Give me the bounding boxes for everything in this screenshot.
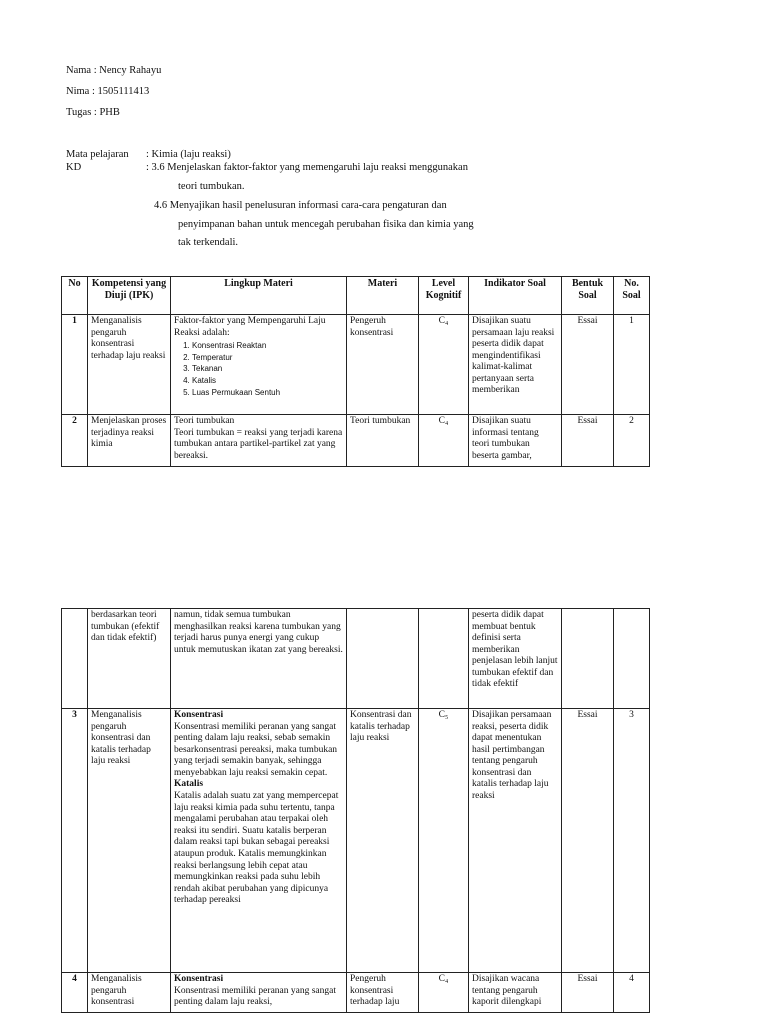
level-cell: C₅ [419,709,469,973]
ipk-cell: Menganalisis pengaruh konsentrasi [88,973,171,1013]
level-cell [419,609,469,709]
bentuk-cell: Essai [562,315,614,415]
nosoal-cell: 1 [614,315,650,415]
kd-line-3: 4.6 Menyajikan hasil penelusuran informasi cara-cara pengaturan dan [154,200,447,211]
kd-label: KD [66,162,82,173]
lingkup-cell [171,973,347,1013]
bentuk-cell: Essai [562,709,614,973]
lingkup-cell [171,709,347,973]
student-id: Nima : 1505111413 [66,86,150,97]
subheading-konsentrasi: Konsentrasi [174,710,224,720]
bentuk-cell [562,609,614,709]
indikator-cell: Disajikan suatu persamaan laju reaksi peserta didik dapat mengindentifikasi kalimat-kalimat pertanyaan serta memberikan [469,315,562,415]
bentuk-cell: Essai [562,973,614,1013]
header-row [62,277,650,315]
list-item: 5. Luas Permukaan Sentuh [192,387,343,399]
lingkup-body: Teori tumbukan = reaksi yang terjadi karena tumbukan antara partikel-partikel zat yang bereaksi. [174,427,343,461]
col-materi: Materi [347,277,419,315]
col-bentuk: Bentuk Soal [562,277,614,315]
kd-line-4: penyimpanan bahan untuk mencegah perubahan fisika dan kimia yang [178,219,474,230]
row-number: 1 [62,315,88,415]
bentuk-cell: Essai [562,415,614,467]
level-cell: C₄ [419,315,469,415]
ipk-cell: Menganalisis pengaruh konsentrasi terhadap laju reaksi [88,315,171,415]
materi-cell: Teori tumbukan [347,415,419,467]
nosoal-cell: 4 [614,973,650,1013]
row-number: 2 [62,415,88,467]
assessment-grid-part-2 [61,608,650,1013]
col-nosoal: No. Soal [614,277,650,315]
nosoal-cell: 3 [614,709,650,973]
row-number [62,609,88,709]
kd-line-2: teori tumbukan. [178,181,245,192]
ipk-cell: Menjelaskan proses terjadinya reaksi kimia [88,415,171,467]
table-row [62,973,650,1013]
subheading-katalis: Katalis [174,779,204,790]
row-number: 3 [62,709,88,973]
assignment-label: Tugas : PHB [66,107,120,118]
katalis-text: Katalis adalah suatu zat yang mempercepat laju reaksi kimia pada suhu tertentu, tanpa mengalami perubahan atau terpakai oleh reaksi itu sendiri. Suatu katalis berperan dalam reaksi tapi bukan sebagai pereaksi ataupun produk. Katalis memungkinkan reaksi berlangsung lebih cepat atau memungkinkan reaksi pada suhu lebih rendah akibat perubahan yang dipicunya terhadap pereaksi [174,791,339,906]
indikator-cell: Disajikan suatu informasi tentang teori tumbukan beserta gambar, [469,415,562,467]
ipk-cell: berdasarkan teori tumbukan (efektif dan tidak efektif) [88,609,171,709]
level-cell: C₄ [419,973,469,1013]
list-item: 4. Katalis [192,375,343,387]
nosoal-cell: 2 [614,415,650,467]
indikator-cell: Disajikan persamaan reaksi, peserta didik dapat menentukan hasil pertimbangan tentang pengaruh konsentrasi dan katalis terhadap laju reaksi [469,709,562,973]
col-indikator: Indikator Soal [469,277,562,315]
table-row [62,709,650,973]
lingkup-cell: namun, tidak semua tumbukan menghasilkan reaksi karena tumbukan yang terjadi harus punya energi yang cukup untuk memutuskan ikatan zat yang bereaksi. [171,609,347,709]
kd-line-1: : 3.6 Menjelaskan faktor-faktor yang memengaruhi laju reaksi menggunakan [146,162,468,173]
list-item: 2. Temperatur [192,352,343,364]
lingkup-intro: Faktor-faktor yang Mempengaruhi Laju Reaksi adalah: [174,316,326,338]
col-ipk: Kompetensi yang Diuji (IPK) [88,277,171,315]
student-name: Nama : Nency Rahayu [66,65,162,76]
konsentrasi-text: Konsentrasi memiliki peranan yang sangat penting dalam laju reaksi, sebab semakin besarkonsentrasi pereaksi, maka tumbukan yang terjadi semakin banyak, sehingga menyebabkan laju reaksi semakin cepat. [174,721,338,778]
subject-label: Mata pelajaran [66,149,129,160]
table-row [62,315,650,415]
materi-cell: Pengeruh konsentrasi [347,315,419,415]
lingkup-cell [171,415,347,467]
col-no: No [62,277,88,315]
kd-line-5: tak terkendali. [178,237,239,248]
materi-cell [347,609,419,709]
subject-value: : Kimia (laju reaksi) [146,149,231,160]
level-cell: C₄ [419,415,469,467]
indikator-cell: peserta didik dapat membuat bentuk definisi serta memberikan penjelasan lebih lanjut tumbukan efektif dan tidak efektif [469,609,562,709]
konsentrasi-text: Konsentrasi memiliki peranan yang sangat penting dalam laju reaksi, [174,985,336,1008]
ipk-cell: Menganalisis pengaruh konsentrasi dan katalis terhadap laju reaksi [88,709,171,973]
materi-cell: Konsentrasi dan katalis terhadap laju reaksi [347,709,419,973]
indikator-cell: Disajikan wacana tentang pengaruh kaporit dilengkapi [469,973,562,1013]
list-item: 3. Tekanan [192,363,343,375]
row-number: 4 [62,973,88,1013]
factor-list [174,340,343,398]
lingkup-title: Teori tumbukan [174,416,235,426]
subheading-konsentrasi: Konsentrasi [174,974,224,984]
table-row [62,609,650,709]
table-row [62,415,650,467]
lingkup-cell [171,315,347,415]
nosoal-cell [614,609,650,709]
col-level: Level Kognitif [419,277,469,315]
col-lingkup: Lingkup Materi [171,277,347,315]
list-item: 1. Konsentrasi Reaktan [192,340,343,352]
assessment-grid-part-1 [61,276,650,467]
materi-cell: Pengeruh konsentrasi terhadap laju [347,973,419,1013]
